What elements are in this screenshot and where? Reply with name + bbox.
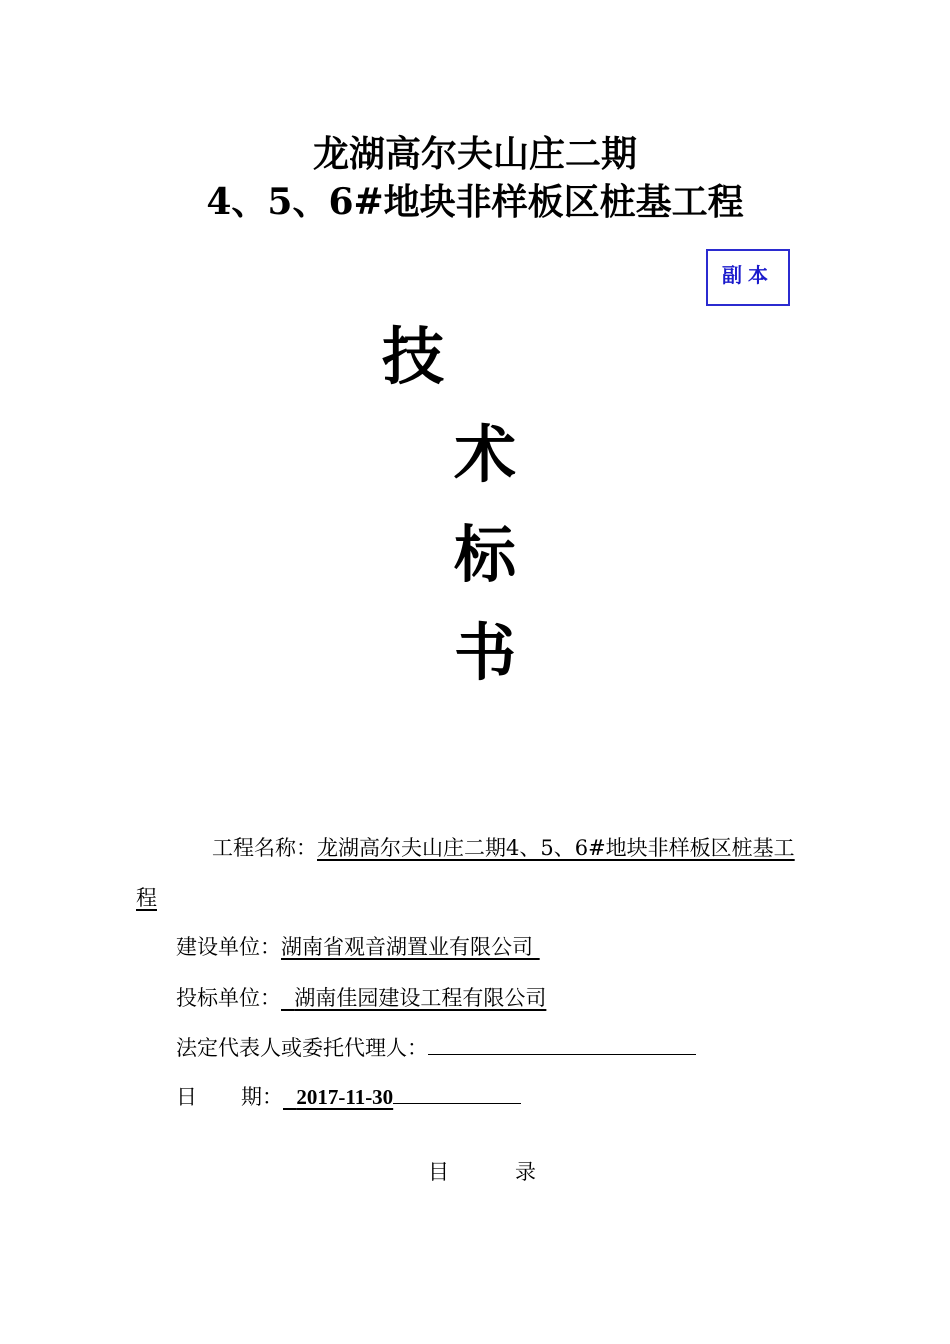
date-label-2: 期： [241, 1085, 283, 1109]
representative-blank [428, 1034, 696, 1055]
copy-stamp: 副本 [706, 249, 790, 306]
bidder-row [176, 984, 546, 1012]
toc-heading [428, 1158, 536, 1186]
doc-type-char-4: 书 [453, 616, 516, 689]
bidder-underline-pad [281, 986, 294, 1010]
owner-label: 建设单位： [176, 935, 281, 959]
project-name-label: 工程名称： [212, 836, 317, 860]
bidder-value: 湖南佳园建设工程有限公司 [294, 986, 547, 1010]
doc-type-char-1: 技 [381, 320, 444, 393]
date-label-1: 日 [176, 1085, 197, 1109]
title-line-1: 龙湖高尔夫山庄二期 [312, 133, 637, 175]
owner-row [176, 933, 540, 961]
representative-label: 法定代表人或委托代理人： [176, 1036, 428, 1060]
project-name-value: 龙湖高尔夫山庄二期4、5、6#地块非样板区桩基工 [317, 836, 795, 860]
project-name-row-cont [136, 884, 157, 912]
doc-type-char-2: 术 [453, 418, 516, 491]
date-row [176, 1083, 521, 1111]
owner-value: 湖南省观音湖置业有限公司 [281, 935, 533, 959]
doc-type-char-3: 标 [453, 518, 516, 591]
project-name-row [212, 834, 795, 862]
date-underline-tail [393, 1083, 521, 1104]
bidder-label: 投标单位： [176, 986, 281, 1010]
date-underline-pad [283, 1085, 296, 1109]
representative-row [176, 1034, 696, 1062]
project-name-value-cont: 程 [136, 886, 157, 910]
toc-char-2: 录 [515, 1160, 536, 1184]
date-value: 2017-11-30 [296, 1085, 394, 1109]
title-line-2: 4、5、6#地块非样板区桩基工程 [206, 181, 744, 223]
toc-char-1: 目 [428, 1160, 449, 1184]
owner-underline-pad [533, 935, 540, 959]
